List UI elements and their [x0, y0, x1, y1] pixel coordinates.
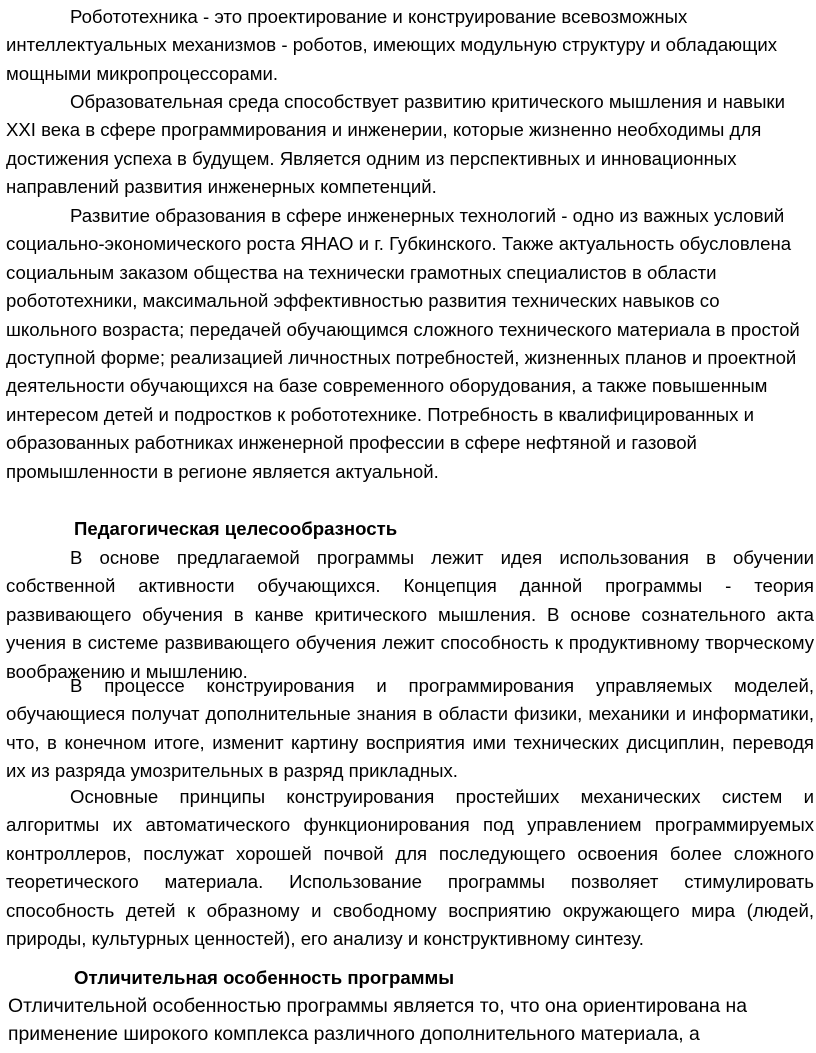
paragraph-educational-environment: Образовательная среда способствует развитию критического мышления и навыки XXI века в сфере программирования и инженерии, которые жизненно необходимы для достижения успеха в будущем. Является одним из перспективных и инновационных направлений развития инженерных компетенций. [6, 91, 785, 198]
paragraph-education-development: Развитие образования в сфере инженерных технологий - одно из важных условий социально-экономического роста ЯНАО и г. Губкинского. Также актуальность обусловлена социальным заказом общества на технически грамотных специалистов в области робототехники, максимальной эффективностью развития технических навыков со школьного возраста; передачей обучающимся сложного технического материала в простой доступной форме; реализацией личностных потребностей, жизненных планов и проектной деятельности обучающихся на базе современного оборудования, а также повышенным интересом детей и подростков к робототехнике. Потребность в квалифицированных и образованных работниках инженерной профессии в сфере нефтяной и газовой промышленности в регионе является актуальной. [6, 205, 800, 482]
heading-distinctive-feature: Отличительная особенность программы [74, 967, 455, 988]
paragraph-distinctive-feature: Отличительной особенностью программы является то, что она ориентирована на применение широкого комплекса различного дополнительного материала, а [8, 995, 748, 1046]
paragraph-construction-process: В процессе конструирования и программирования управляемых моделей, обучающиеся получат дополнительные знания в области физики, механики и информатики, что, в конечном итоге, изменит картину восприятия ими технических дисциплин, переводя их из разряда умозрительных в разряд прикладных. [6, 675, 814, 782]
paragraph-robotics-definition: Робототехника - это проектирование и конструирование всевозможных интеллектуальных механизмов - роботов, имеющих модульную структуру и обладающих мощными микропроцессорами. [6, 6, 778, 84]
paragraph-program-basis: В основе предлагаемой программы лежит идея использования в обучении собственной активности обучающихся. Концепция данной программы - теория развивающего обучения в канве критического мышления. В основе сознательного акта учения в системе развивающего обучения лежит способность к продуктивному творческому воображению и мышлению. [6, 547, 814, 682]
heading-pedagogical-expediency: Педагогическая целесообразность [74, 518, 398, 539]
paragraph-basic-principles: Основные принципы конструирования простейших механических систем и алгоритмы их автоматического функционирования под управлением программируемых контроллеров, послужат хорошей почвой для последующего освоения более сложного теоретического материала. Использование программы позволяет стимулировать способность детей к образному и свободному восприятию окружающего мира (людей, природы, культурных ценностей), его анализу и конструктивному синтезу. [6, 786, 814, 950]
